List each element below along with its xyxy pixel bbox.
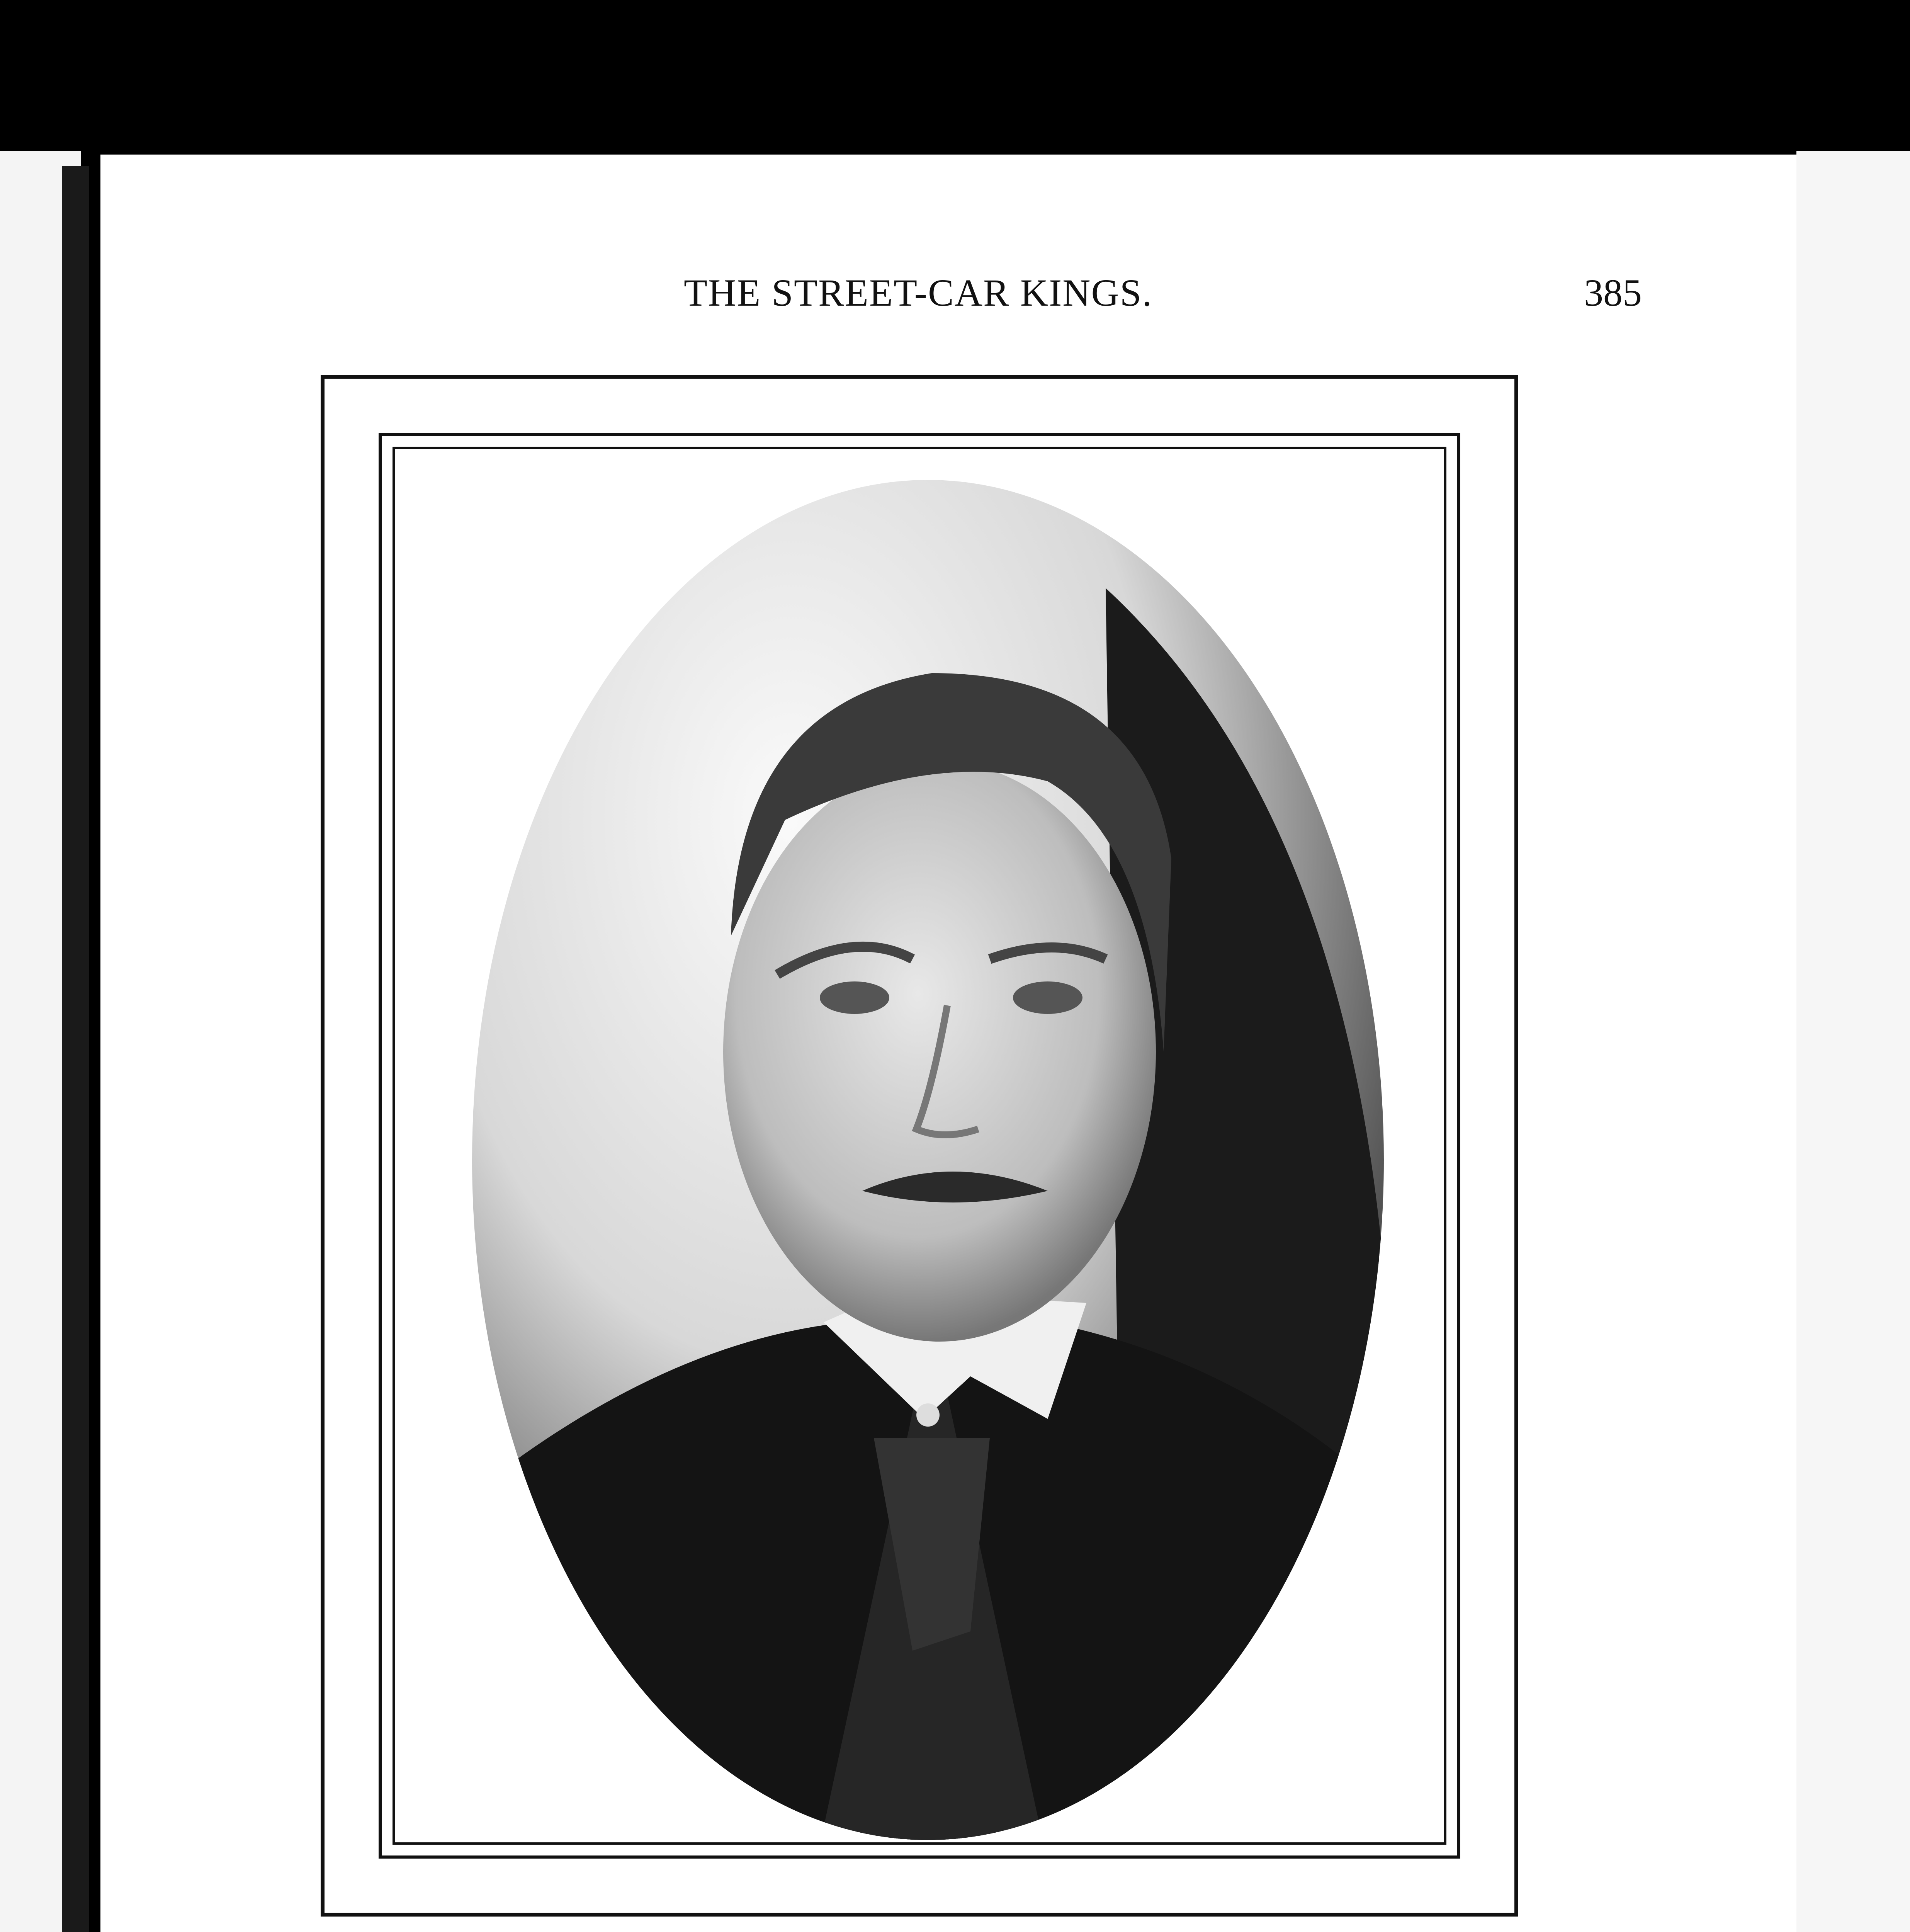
running-head: THE STREET-CAR KINGS. [684, 271, 1153, 314]
page-margin-right [1796, 151, 1910, 1932]
portrait-photograph [468, 472, 1388, 1848]
portrait-plate [321, 375, 1518, 1917]
book-page [100, 155, 1796, 1932]
plate-inner-border [393, 447, 1446, 1845]
page-number: 385 [1584, 271, 1642, 314]
book-gutter [62, 166, 89, 1932]
plate-border [379, 433, 1460, 1859]
